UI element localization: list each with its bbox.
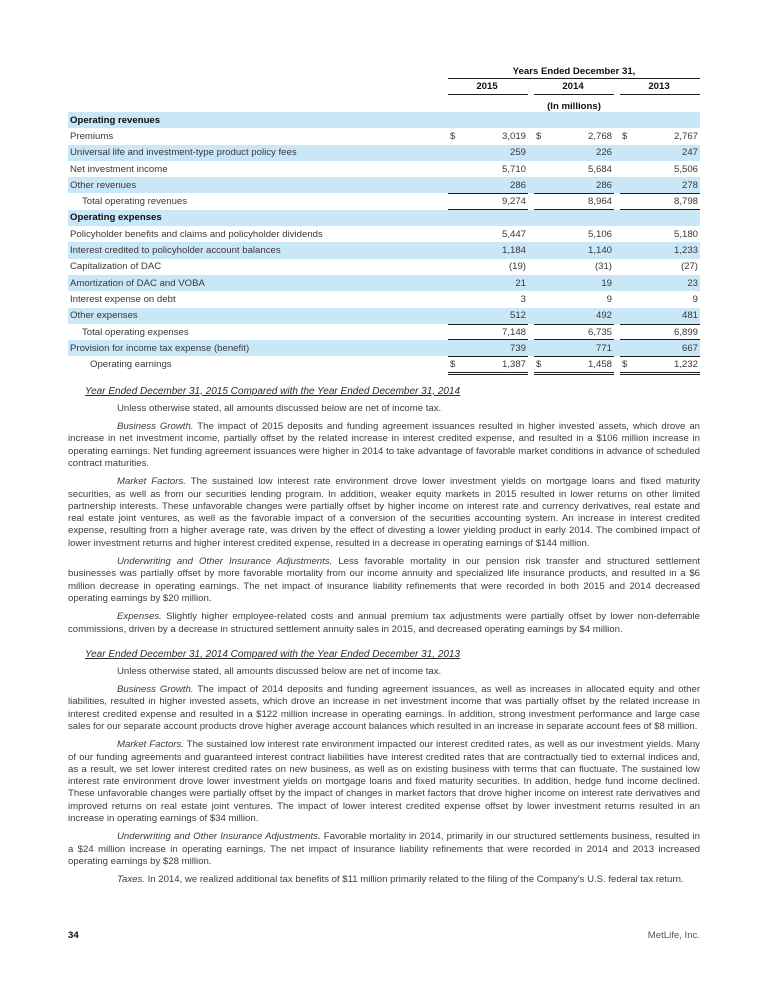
table-section-row (68, 210, 700, 226)
value: 21 (515, 277, 526, 289)
paragraph-lead: Expenses. (117, 611, 162, 623)
value: 492 (595, 310, 612, 322)
dollar-sign: $ (622, 359, 628, 371)
paragraph-lead: Underwriting and Other Insurance Adjustments. (117, 556, 333, 568)
row-label: Policyholder benefits and claims and policyholder dividends (70, 228, 323, 240)
value: 278 (681, 179, 698, 191)
paragraph-text: In 2014, we realized additional tax benefits of $11 million primarily related to the filing of the Company's U.S. federal tax return. (147, 874, 684, 886)
table-row (68, 242, 700, 258)
row-label: Interest credited to policyholder account balances (70, 245, 281, 257)
value-cell (448, 242, 528, 258)
value-cell (534, 145, 614, 161)
paragraph-text: Less favorable mortality in our pension risk transfer and structured settlement businesses was partially offset by more favorable mortality from our income annuity and specialized life insurance products, and resulted in a $6 million decrease in operating earnings. The net impact of insurance liability refinements that were recorded in both 2015 and 2014 decreased operating earnings by $20 million. (68, 556, 700, 604)
table-header-row (68, 95, 700, 112)
value: 5,684 (587, 163, 612, 175)
paragraph-text: The sustained low interest rate environment drove lower investment yields on mortgage loans and fixed maturity securities, as well as from our securities lending program. In addition, weaker equity markets in 2015 resulted in lower returns on other limited partnership interests. These unfavorable changes were partially offset by higher income on interest rate and currency derivatives, real estate and real estate joint ventures, as well as the favorable impact of a conversion of the securities accounting system. An increase in interest credited expense, resulting from a higher average rate, was driven by the effect of divesting a lower yielding product in early 2014. The combined impact of lower investment returns and higher interest credited expense, resulted in a decrease in operating earnings of $144 million. (68, 476, 700, 549)
value-cell (534, 259, 614, 275)
table-body (68, 112, 700, 373)
value-cell (620, 242, 700, 258)
value-cell (534, 291, 614, 307)
row-label: Net investment income (70, 163, 168, 175)
value: 6,735 (587, 326, 612, 338)
dollar-sign: $ (536, 130, 542, 142)
value: 1,140 (587, 245, 612, 257)
paragraph (68, 666, 700, 678)
row-label: Total operating expenses (82, 326, 189, 338)
value: 23 (687, 277, 698, 289)
paragraph (68, 739, 700, 825)
table-header (68, 64, 700, 112)
value-cell (448, 340, 528, 356)
dollar-sign: $ (450, 130, 456, 142)
year-column-2014: 2014 (534, 79, 614, 95)
value: 1,458 (587, 359, 612, 371)
company-name: MetLife, Inc. (647, 930, 700, 941)
paragraph (68, 556, 700, 605)
table-row (68, 161, 700, 177)
paragraph-text: Unless otherwise stated, all amounts discussed below are net of income tax. (117, 665, 442, 677)
value-cell (534, 193, 614, 209)
value: 19 (601, 277, 612, 289)
paragraph-lead: Market Factors. (117, 476, 186, 488)
value-cell (620, 324, 700, 340)
row-label: Provision for income tax expense (benefit) (70, 342, 250, 354)
paragraph-lead: Underwriting and Other Insurance Adjustments. (117, 831, 321, 843)
table-section-row (68, 112, 700, 128)
table-row (68, 340, 700, 356)
value: 6,899 (673, 326, 698, 338)
value: 1,184 (501, 245, 526, 257)
table-header-row (68, 64, 700, 79)
row-label: Capitalization of DAC (70, 261, 162, 273)
value: (31) (594, 261, 612, 273)
value: 7,148 (501, 326, 526, 338)
value: 1,232 (673, 359, 698, 371)
table-row (68, 291, 700, 307)
paragraph (68, 831, 700, 868)
row-label: Total operating revenues (82, 196, 188, 208)
value: 5,447 (501, 228, 526, 240)
table-row (68, 193, 700, 209)
dollar-sign: $ (622, 130, 628, 142)
value-cell (448, 226, 528, 242)
value-cell (620, 161, 700, 177)
value: 1,387 (501, 359, 526, 371)
year-column-2013: 2013 (620, 79, 700, 95)
value: 286 (595, 179, 612, 191)
row-label: Operating earnings (90, 359, 172, 371)
row-label: Premiums (70, 130, 114, 142)
value-cell (448, 193, 528, 209)
page-footer (68, 930, 700, 941)
value-cell (448, 259, 528, 275)
value-cell (620, 259, 700, 275)
table-row (68, 145, 700, 161)
units-label: (In millions) (547, 101, 601, 112)
value: 481 (681, 310, 698, 322)
value: 2,768 (587, 130, 612, 142)
value-cell (620, 291, 700, 307)
value-cell (534, 161, 614, 177)
value-cell (534, 275, 614, 291)
row-label: Amortization of DAC and VOBA (70, 277, 205, 289)
value-cell (534, 340, 614, 356)
value-cell (448, 291, 528, 307)
value-cell (620, 177, 700, 193)
value-cell (448, 275, 528, 291)
paragraph (68, 874, 700, 886)
value: 9,274 (501, 196, 526, 208)
paragraph-text: Favorable mortality in 2014, primarily in our structured settlements business, resulted in a $24 million increase in operating earnings. The net impact of insurance liability refinements that were recorded in 2014 and 2013 increased operating earnings by $28 million. (68, 831, 700, 867)
value-cell (534, 226, 614, 242)
value: 286 (509, 179, 526, 191)
value: 2,767 (673, 130, 698, 142)
value-cell (620, 226, 700, 242)
value: 3,019 (501, 130, 526, 142)
value: (19) (508, 261, 526, 273)
value-cell (534, 128, 614, 144)
years-ended-label: Years Ended December 31, (448, 66, 700, 79)
row-label: Operating expenses (70, 212, 162, 224)
table-header-row (68, 79, 700, 95)
row-label: Interest expense on debt (70, 293, 176, 305)
paragraph (68, 476, 700, 550)
table-row (68, 177, 700, 193)
paragraph (68, 403, 700, 415)
value-cell (534, 356, 614, 372)
table-row (68, 128, 700, 144)
value-cell (448, 177, 528, 193)
value: 226 (595, 147, 612, 159)
row-label: Other expenses (70, 310, 138, 322)
paragraph (68, 611, 700, 636)
value-cell (448, 324, 528, 340)
value: 3 (520, 293, 526, 305)
value: 5,180 (673, 228, 698, 240)
value: 9 (606, 293, 612, 305)
value-cell (448, 356, 528, 372)
value-cell (448, 145, 528, 161)
paragraph-lead: Taxes. (117, 874, 145, 886)
value-cell (620, 128, 700, 144)
page-content (68, 64, 700, 887)
paragraph-text: The impact of 2014 deposits and funding agreement issuances, as well as increases in allocated equity and other liabilities, resulted in higher invested assets, which drove an increase in net investment income that was partially offset by the related increase in interest credited expense and resulted in a $122 million increase in operating earnings. In addition, strong investment performance and large case sales for our separate account products drove higher average account balances which resulted in an increase in separate account fees of $8 million. (68, 684, 701, 732)
table-row (68, 275, 700, 291)
paragraph-lead: Business Growth. (117, 421, 194, 433)
table-row (68, 324, 700, 340)
value-cell (620, 308, 700, 324)
section-heading: Year Ended December 31, 2015 Compared with the Year Ended December 31, 2014 (85, 385, 461, 397)
row-label: Operating revenues (70, 114, 161, 126)
paragraph-text: The sustained low interest rate environment impacted our interest credited rates, as well as our investment yields. Many of our funding agreements and guaranteed interest contract liabilities have interest credited rates that are contractually tied to external indices and, as a result, we set lower interest credited rates on new business, as well as on existing business with terms that can fluctuate. The sustained low interest rate environment drove lower investment yields on mortgage loans and fixed maturity securities. In addition, hedge fund income declined. These unfavorable changes were partially offset by the impact of changes in market factors that drove higher income on interest rate derivatives and improved returns on real estate joint ventures. The impact of lower interest credited expense offset by lower investment returns resulted in an increase in operating earnings of $34 million. (68, 739, 700, 825)
table-row (68, 226, 700, 242)
value: 771 (595, 342, 612, 354)
value: 667 (681, 342, 698, 354)
financial-table (68, 64, 700, 373)
value-cell (620, 340, 700, 356)
value-cell (620, 356, 700, 372)
value-cell (620, 145, 700, 161)
paragraph (68, 421, 700, 470)
dollar-sign: $ (450, 359, 456, 371)
table-row (68, 259, 700, 275)
value: 1,233 (673, 245, 698, 257)
value-cell (620, 193, 700, 209)
paragraph-text: Unless otherwise stated, all amounts discussed below are net of income tax. (117, 402, 442, 414)
value: 9 (692, 293, 698, 305)
table-row (68, 308, 700, 324)
section-heading: Year Ended December 31, 2014 Compared with the Year Ended December 31, 2013 (85, 648, 461, 660)
value-cell (534, 242, 614, 258)
text-sections (68, 386, 700, 887)
paragraph (68, 684, 700, 733)
value: 259 (509, 147, 526, 159)
value-cell (448, 308, 528, 324)
paragraph-lead: Business Growth. (117, 684, 194, 696)
value-cell (534, 308, 614, 324)
value: 5,506 (673, 163, 698, 175)
row-label: Other revenues (70, 179, 137, 191)
value: 8,798 (673, 196, 698, 208)
value: 8,964 (587, 196, 612, 208)
value: 247 (681, 147, 698, 159)
value-cell (534, 324, 614, 340)
table-row (68, 356, 700, 372)
paragraph-text: Slightly higher employee-related costs and annual premium tax adjustments were partially offset by lower non-deferrable commissions, driven by a decrease in structured settlement annuity sales in 2015, and decreased operating earnings by $4 million. (68, 611, 700, 635)
value-cell (534, 177, 614, 193)
dollar-sign: $ (536, 359, 542, 371)
value: 5,710 (501, 163, 526, 175)
value-cell (448, 161, 528, 177)
value: 739 (509, 342, 526, 354)
value: 5,106 (587, 228, 612, 240)
value: (27) (680, 261, 698, 273)
year-column-2015: 2015 (448, 79, 528, 95)
paragraph-lead: Market Factors. (117, 739, 184, 751)
value-cell (620, 275, 700, 291)
page-number: 34 (68, 930, 79, 941)
paragraph-text: The impact of 2015 deposits and funding agreement issuances resulted in higher invested assets, which drove an increase in net investment income, partially offset by the related increase in interest credited expense, and resulted in a $106 million increase in operating earnings. Net funding agreement issuances were higher in 2014 to take advantage of favorable market conditions in advance of scheduled contract maturities. (68, 421, 700, 469)
value: 512 (509, 310, 526, 322)
row-label: Universal life and investment-type product policy fees (70, 147, 297, 159)
value-cell (448, 128, 528, 144)
